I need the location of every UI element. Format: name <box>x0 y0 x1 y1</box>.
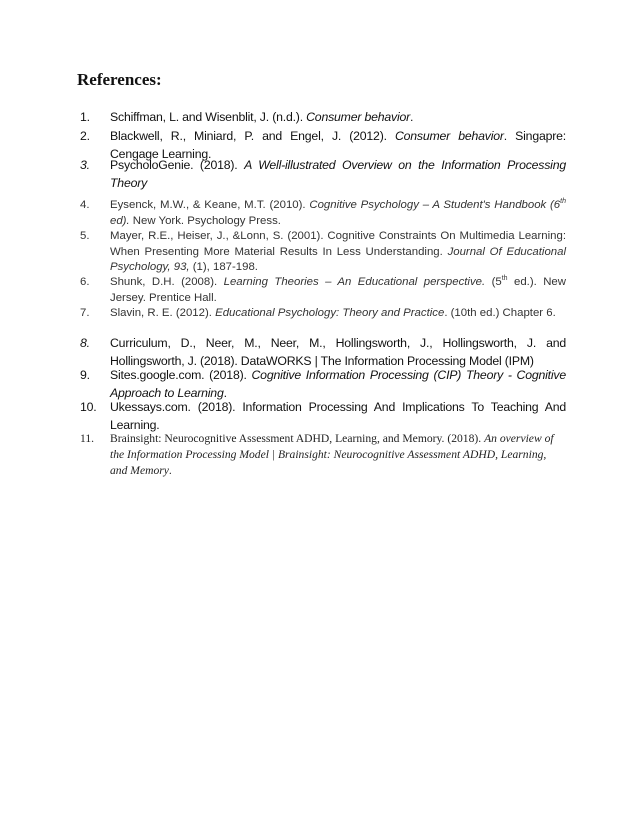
reference-text: Blackwell, R., Miniard, P. and Engel, J. (2012). Consumer behavior. Singapre: Cengage Learning. <box>110 129 566 161</box>
reference-text: Ukessays.com. (2018). Information Processing And Implications To Teaching And Learning. <box>110 400 566 432</box>
reference-number: 5. <box>80 230 90 242</box>
reference-item-3 <box>80 156 566 192</box>
reference-text: Brainsight: Neurocognitive Assessment ADHD, Learning, and Memory. (2018). An overview of the Information Processing Model | Brainsight: Neurocognitive Assessment ADHD, Learning, and Memory. <box>110 432 554 477</box>
reference-text: Curriculum, D., Neer, M., Neer, M., Hollingsworth, J., Hollingsworth, J. and Hollingsworth, J. (2018). DataWORKS | The Information Processing Model (IPM) <box>110 336 566 368</box>
reference-text: Eysenck, M.W., & Keane, M.T. (2010). Cognitive Psychology – A Student's Handbook (6th ed). New York. Psychology Press. <box>110 198 566 227</box>
reference-text: Mayer, R.E., Heiser, J., &Lonn, S. (2001). Cognitive Constraints On Multimedia Learning: When Presenting More Material Results In Less Understanding. Journal Of Educational Psychology, 93, (1), 187-198. <box>110 230 566 273</box>
reference-text: Shunk, D.H. (2008). Learning Theories – An Educational perspective. (5th ed.). New Jersey. Prentice Hall. <box>110 275 566 304</box>
reference-item-5 <box>80 229 566 276</box>
reference-number: 2. <box>80 129 90 143</box>
reference-text: Sites.google.com. (2018). Cognitive Information Processing (CIP) Theory - Cognitive Approach to Learning. <box>110 368 566 400</box>
reference-item-6 <box>80 275 566 306</box>
reference-number: 6. <box>80 276 90 288</box>
references-heading: References: <box>77 70 162 89</box>
reference-text: PsycholoGenie. (2018). A Well-illustrated Overview on the Information Processing Theory <box>110 158 566 190</box>
reference-number: 11. <box>80 432 95 445</box>
reference-item-1 <box>80 108 566 126</box>
reference-number: 4. <box>80 199 90 211</box>
reference-text: Schiffman, L. and Wisenblit, J. (n.d.). Consumer behavior. <box>110 110 414 124</box>
reference-text: Slavin, R. E. (2012). Educational Psychology: Theory and Practice. (10th ed.) Chapter 6. <box>110 307 556 319</box>
reference-number: 1. <box>80 110 90 124</box>
reference-item-4 <box>80 198 566 229</box>
reference-item-8 <box>80 334 566 370</box>
reference-number: 3. <box>80 158 90 172</box>
reference-number: 10. <box>80 400 97 414</box>
reference-number: 7. <box>80 307 90 319</box>
reference-item-10 <box>80 398 566 434</box>
reference-item-11 <box>80 431 566 479</box>
reference-number: 9. <box>80 368 90 382</box>
reference-item-7 <box>80 306 566 322</box>
reference-number: 8. <box>80 336 90 350</box>
reference-item-9 <box>80 366 566 402</box>
